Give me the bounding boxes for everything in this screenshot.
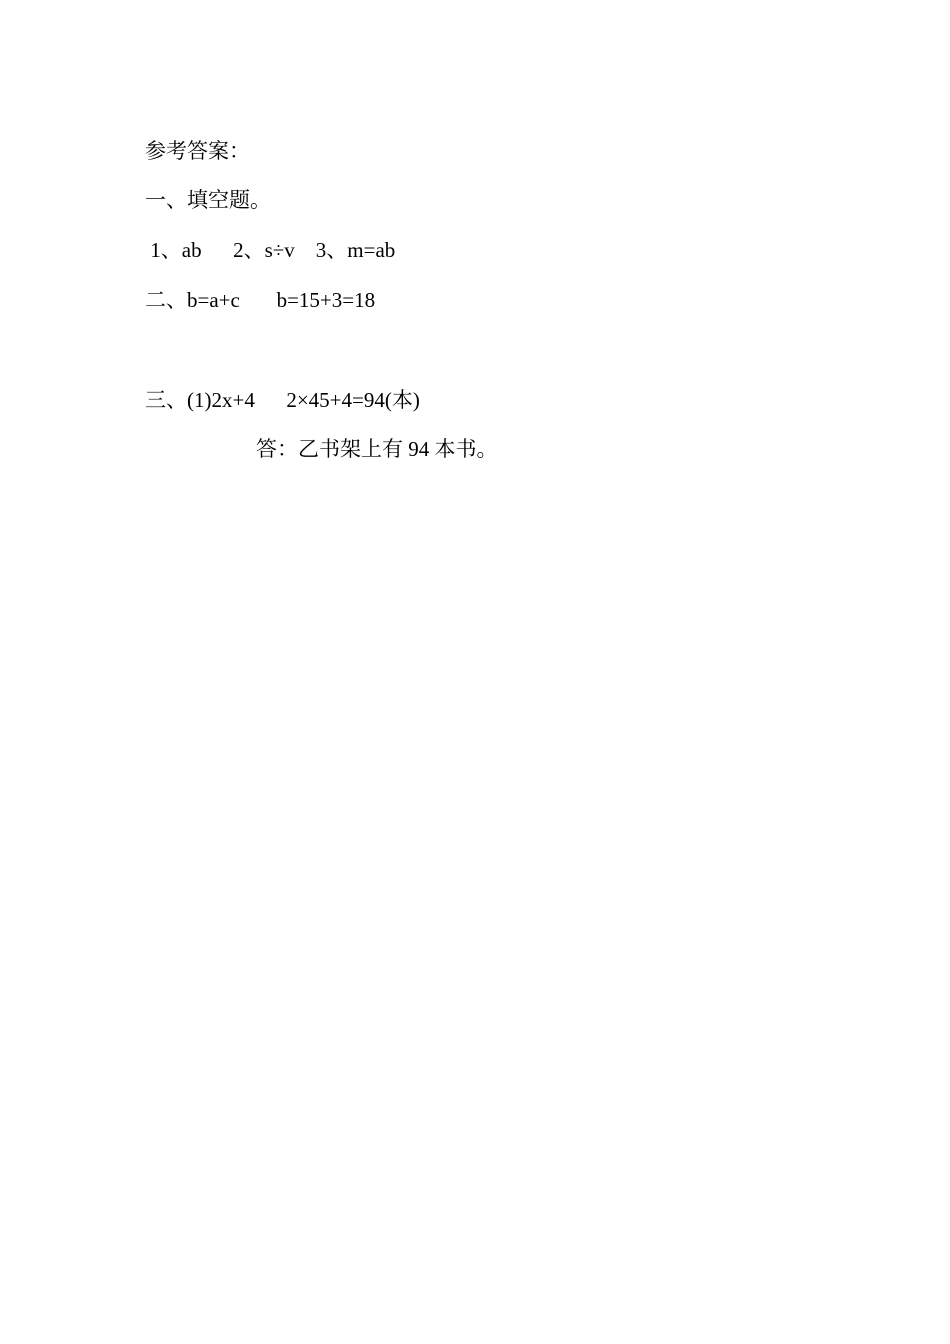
answer-key-heading: 参考答案： [145,139,250,163]
section-3-equation: 三、(1)2x+4 2×45+4=94(本) [145,388,420,412]
section-1-answers: 1、ab 2、s÷v 3、m=ab [145,238,396,262]
section-3-final-answer: 答：乙书架上有 94 本书。 [256,437,498,461]
section-1-title: 一、填空题。 [145,188,271,212]
section-2-answer: 二、b=a+c b=15+3=18 [145,288,376,312]
